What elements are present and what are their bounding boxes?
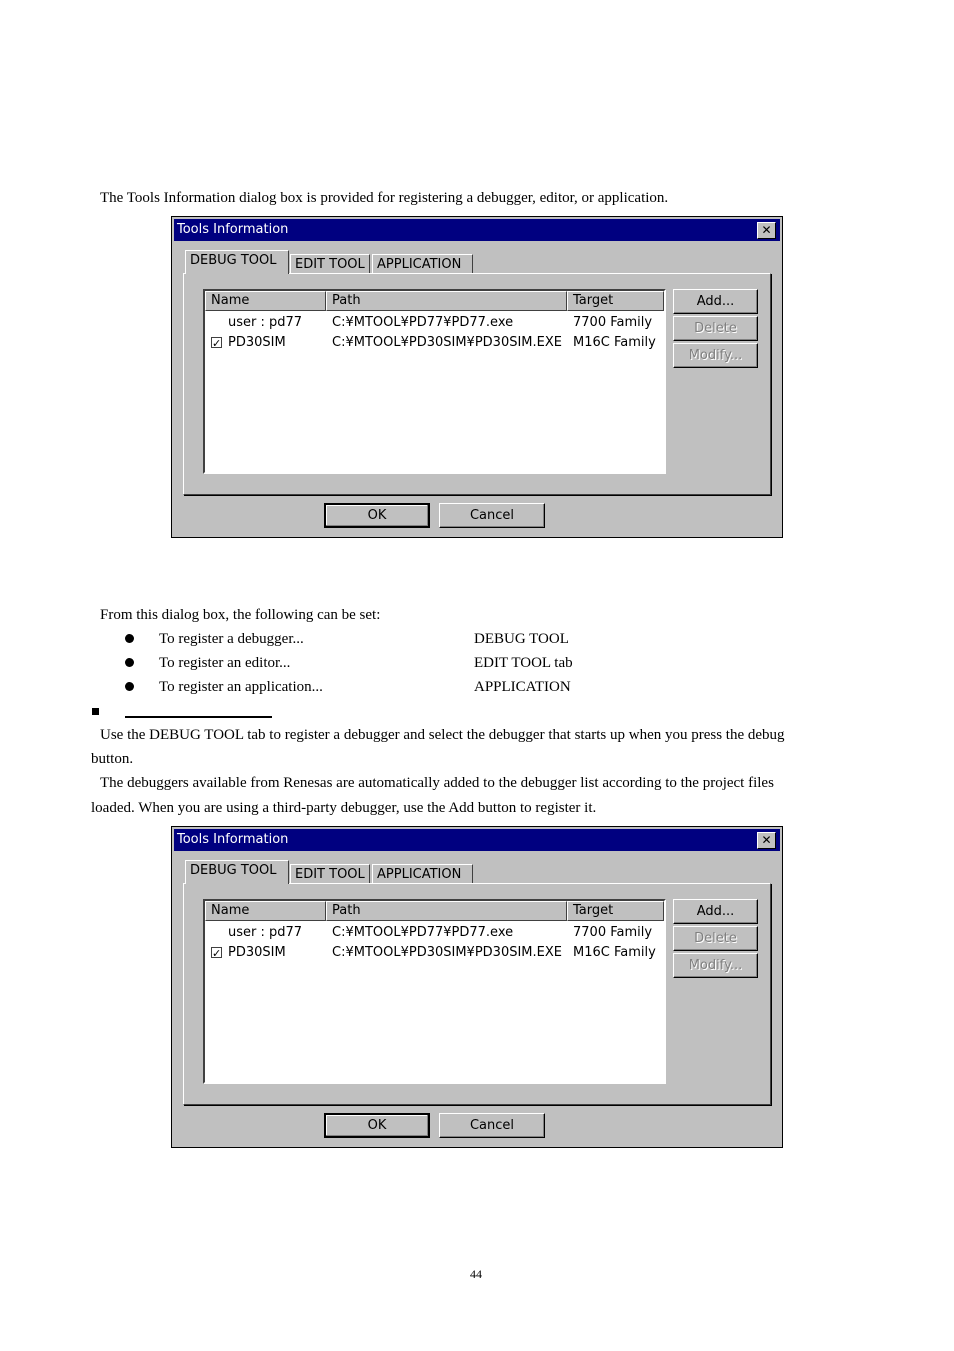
bullet-2-text: To register an editor... bbox=[159, 655, 291, 671]
debugger-list[interactable] bbox=[203, 899, 666, 1084]
cancel-button[interactable]: Cancel bbox=[439, 1113, 545, 1138]
tab-edit-tool[interactable]: EDIT TOOL bbox=[290, 254, 370, 274]
bullet-3-text: To register an application... bbox=[159, 679, 323, 695]
paragraph-1-line-1: Use the DEBUG TOOL tab to register a debugger and select the debugger that starts up when you press the debug bbox=[100, 727, 785, 743]
column-header-name[interactable]: Name bbox=[205, 291, 326, 311]
row-2-name[interactable]: PD30SIM bbox=[228, 945, 286, 960]
row-1-path: C:¥MTOOL¥PD77¥PD77.exe bbox=[332, 925, 514, 940]
section-square-icon bbox=[92, 708, 99, 715]
modify-button[interactable]: Modify... bbox=[673, 953, 758, 978]
tab-debug-tool[interactable]: DEBUG TOOL bbox=[185, 860, 289, 884]
bullet-3-value: APPLICATION bbox=[474, 679, 571, 695]
cancel-button[interactable]: Cancel bbox=[439, 503, 545, 528]
close-button[interactable] bbox=[757, 832, 776, 849]
tools-information-dialog bbox=[171, 826, 783, 1148]
row-1-name[interactable]: user : pd77 bbox=[228, 925, 303, 940]
column-header-path[interactable]: Path bbox=[326, 901, 567, 921]
row-2-target: M16C Family bbox=[573, 945, 656, 960]
ok-button[interactable]: OK bbox=[324, 1113, 430, 1138]
delete-button[interactable]: Delete bbox=[673, 926, 758, 951]
bullet-icon bbox=[125, 634, 134, 643]
bullet-1-text: To register a debugger... bbox=[159, 631, 304, 647]
row-1-name[interactable]: user : pd77 bbox=[228, 315, 303, 330]
tab-application[interactable]: APPLICATION bbox=[372, 254, 473, 274]
dialog-title: Tools Information bbox=[177, 222, 289, 237]
row-2-name[interactable]: PD30SIM bbox=[228, 335, 286, 350]
section-heading-underline bbox=[125, 716, 272, 718]
ok-button[interactable]: OK bbox=[324, 503, 430, 528]
row-1-target: 7700 Family bbox=[573, 925, 653, 940]
column-header-path[interactable]: Path bbox=[326, 291, 567, 311]
page-number: 44 bbox=[470, 1267, 482, 1281]
close-icon: ✕ bbox=[761, 833, 772, 847]
bullet-icon bbox=[125, 682, 134, 691]
close-button[interactable] bbox=[757, 222, 776, 239]
intro-text: The Tools Information dialog box is provided for registering a debugger, editor, or application. bbox=[100, 190, 669, 206]
settings-intro: From this dialog box, the following can be set: bbox=[100, 607, 381, 623]
row-2-path: C:¥MTOOL¥PD30SIM¥PD30SIM.EXE bbox=[332, 335, 562, 350]
paragraph-1-line-2: button. bbox=[91, 751, 134, 767]
delete-button[interactable]: Delete bbox=[673, 316, 758, 341]
row-1-path: C:¥MTOOL¥PD77¥PD77.exe bbox=[332, 315, 514, 330]
column-header-target[interactable]: Target bbox=[567, 901, 664, 921]
bullet-icon bbox=[125, 658, 134, 667]
modify-button[interactable]: Modify... bbox=[673, 343, 758, 368]
add-button[interactable]: Add... bbox=[673, 289, 758, 314]
row-1-target: 7700 Family bbox=[573, 315, 653, 330]
row-2-checkbox[interactable]: ✓ bbox=[212, 337, 222, 350]
tab-debug-tool[interactable]: DEBUG TOOL bbox=[185, 250, 289, 274]
title-bar bbox=[174, 219, 780, 241]
tab-application[interactable]: APPLICATION bbox=[372, 864, 473, 884]
dialog-title: Tools Information bbox=[177, 832, 289, 847]
row-2-checkbox[interactable]: ✓ bbox=[212, 947, 222, 960]
column-header-name[interactable]: Name bbox=[205, 901, 326, 921]
bullet-1-value: DEBUG TOOL bbox=[474, 631, 569, 647]
debugger-list[interactable] bbox=[203, 289, 666, 474]
title-bar bbox=[174, 829, 780, 851]
close-icon: ✕ bbox=[761, 223, 772, 237]
bullet-2-value: EDIT TOOL tab bbox=[474, 655, 573, 671]
tools-information-dialog bbox=[171, 216, 783, 538]
tab-edit-tool[interactable]: EDIT TOOL bbox=[290, 864, 370, 884]
paragraph-2-line-2: loaded. When you are using a third-party debugger, use the Add button to register it. bbox=[91, 800, 597, 816]
add-button[interactable]: Add... bbox=[673, 899, 758, 924]
row-2-path: C:¥MTOOL¥PD30SIM¥PD30SIM.EXE bbox=[332, 945, 562, 960]
paragraph-2-line-1: The debuggers available from Renesas are automatically added to the debugger list according to the project files bbox=[100, 775, 774, 791]
row-2-target: M16C Family bbox=[573, 335, 656, 350]
column-header-target[interactable]: Target bbox=[567, 291, 664, 311]
